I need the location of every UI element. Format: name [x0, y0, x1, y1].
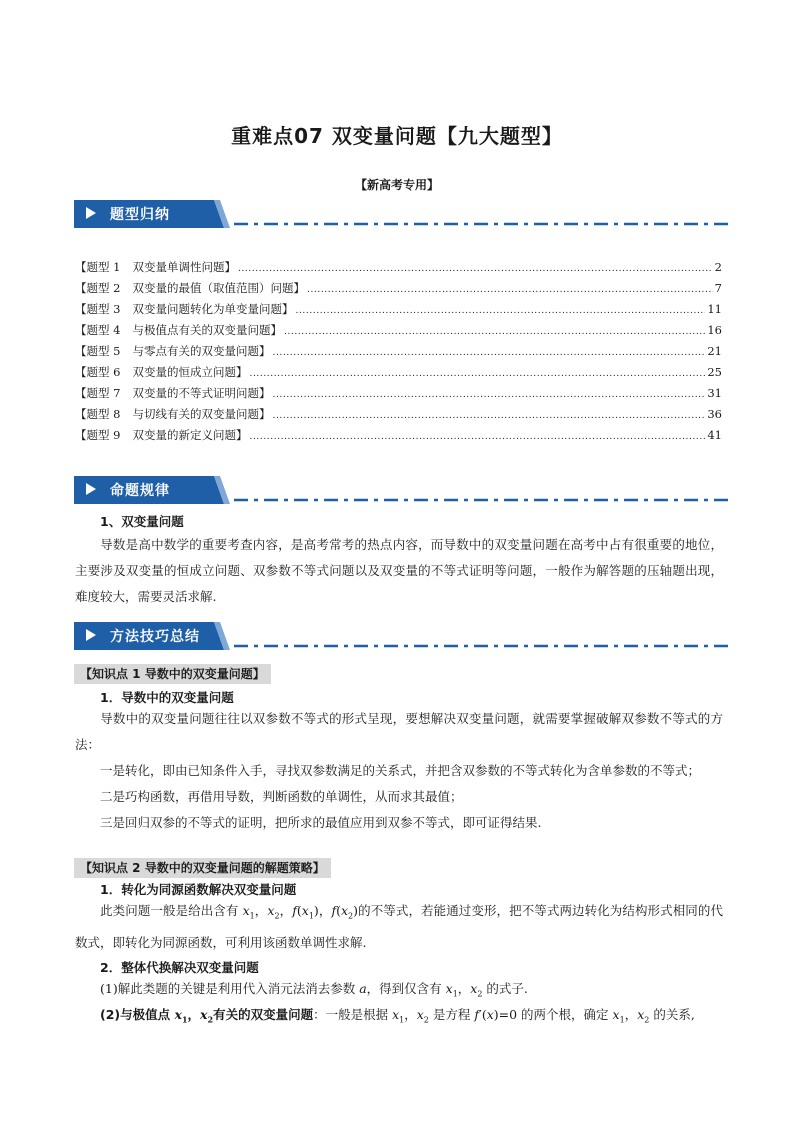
- play-arrow-icon: [86, 483, 96, 495]
- toc-item[interactable]: [75, 385, 722, 406]
- toc-item-title: 双变量的最值（取值范围）问题】: [132, 281, 305, 295]
- paragraph-text: 是方程: [428, 1007, 475, 1022]
- paragraph-text: ，得到仅含有: [366, 981, 446, 996]
- kp1-body: [75, 706, 723, 836]
- toc-item-page: 36: [707, 407, 722, 421]
- toc-item[interactable]: [75, 364, 722, 385]
- toc-leader: [272, 386, 705, 400]
- toc-item-title: 双变量的不等式证明问题】: [132, 386, 271, 400]
- paragraph-text: 三是回归双参的不等式的证明，把所求的最值应用到双参不等式，即可证得结果.: [100, 815, 542, 830]
- paragraph: [75, 810, 723, 836]
- banner-graphic: [74, 476, 734, 504]
- section-banner-methods: [74, 622, 734, 650]
- kp2-paragraph-1: 此类问题一般是给出含有 $x_1$，$x_2$，$f(x_1)$，$f(x_2)$的不等式，若能通过变形，把不等式两边转化为结构形式相同的代数式，即转化为同源函数，可利用该函数单调性求解.: [75, 903, 723, 950]
- toc-item[interactable]: [75, 343, 722, 364]
- paragraph-text: ：一般是根据: [313, 1007, 393, 1022]
- toc-leader: [249, 365, 705, 379]
- toc-leader: [249, 428, 705, 442]
- paragraph-text: 的式子.: [482, 981, 528, 996]
- page-subtitle: 【新高考专用】: [354, 178, 439, 192]
- variable-a: a: [359, 981, 367, 996]
- banner-label: 命题规律: [110, 483, 170, 499]
- toc-item-type: 【题型 6: [75, 365, 121, 379]
- rules-paragraph: [75, 532, 723, 610]
- play-arrow-icon: [86, 207, 96, 219]
- toc-item-page: 16: [707, 323, 722, 337]
- paragraph-text: 的关系,: [649, 1007, 695, 1022]
- toc-item[interactable]: [75, 427, 722, 448]
- toc-item-type: 【题型 8: [75, 407, 121, 421]
- toc-item-title: 与零点有关的双变量问题】: [132, 344, 271, 358]
- toc-leader: [307, 281, 713, 295]
- section-heading: 1．转化为同源函数解决双变量问题: [100, 882, 297, 897]
- paragraph: [75, 784, 723, 810]
- toc-item-type: 【题型 5: [75, 344, 121, 358]
- section-heading: 1、双变量问题: [100, 514, 184, 529]
- toc-item-title: 双变量单调性问题】: [132, 260, 236, 274]
- paragraph-text: (2)与极值点: [100, 1007, 175, 1022]
- banner-label: 方法技巧总结: [110, 629, 200, 645]
- paragraph-text: 二是巧构函数，再借用导数，判断函数的单调性，从而求其最值；: [100, 789, 463, 804]
- banner-graphic: [74, 200, 734, 228]
- toc-item[interactable]: [75, 280, 722, 301]
- toc-leader: [295, 302, 705, 316]
- kp2-paragraph-2: (1)解此类题的关键是利用代入消元法消去参数 a，得到仅含有 $x_1$，$x_2$ 的式子.: [100, 981, 528, 999]
- toc-item-title: 与极值点有关的双变量问题】: [132, 323, 282, 337]
- toc-item-type: 【题型 2: [75, 281, 121, 295]
- paragraph-text: 的不等式，若能通过变形，把不等式两边转化为结构形式相同的代数式，即转化为同源函数，可利用该函数单调性求解.: [75, 903, 723, 950]
- toc-item-page: 41: [707, 428, 722, 442]
- toc-item[interactable]: [75, 322, 722, 343]
- toc-leader: [272, 344, 705, 358]
- section-heading: 2．整体代换解决双变量问题: [100, 960, 259, 975]
- toc-item-page: 11: [707, 302, 722, 316]
- paragraph-text: 导数是高中数学的重要考查内容，是高考常考的热点内容，而导数中的双变量问题在高考中占有很重要的地位，主要涉及双变量的恒成立问题、双参数不等式问题以及双变量的不等式证明等问题，一般作为解答题的压轴题出现，难度较大，需要灵活求解.: [75, 537, 723, 604]
- knowledge-point-label: 【知识点 1 导数中的双变量问题】: [74, 664, 271, 684]
- toc-item-title: 与切线有关的双变量问题】: [132, 407, 271, 421]
- section-banner-toc: [74, 200, 734, 228]
- toc-item-type: 【题型 4: [75, 323, 121, 337]
- toc-leader: [238, 260, 713, 274]
- toc-item-page: 7: [714, 281, 722, 295]
- toc-item[interactable]: [75, 259, 722, 280]
- paragraph-text: 一是转化，即由已知条件入手，寻找双参数满足的关系式，并把含双参数的不等式转化为含单参数的不等式；: [100, 763, 701, 778]
- paragraph-text: (1)解此类题的关键是利用代入消元法消去参数: [100, 981, 360, 996]
- toc-item-page: 25: [707, 365, 722, 379]
- paragraph-text: 有关的双变量问题: [213, 1007, 314, 1022]
- toc-leader: [272, 407, 705, 421]
- paragraph-text: 此类问题一般是给出含有: [100, 903, 243, 918]
- paragraph-text: 导数中的双变量问题往往以双参数不等式的形式呈现，要想解决双变量问题，就需要掌握破解双参数不等式的方法：: [75, 711, 723, 752]
- knowledge-point-label: 【知识点 2 导数中的双变量问题的解题策略】: [74, 858, 331, 878]
- toc-item-title: 双变量问题转化为单变量问题】: [132, 302, 294, 316]
- paragraph: [75, 758, 723, 784]
- toc-item-type: 【题型 1: [75, 260, 121, 274]
- toc-item-type: 【题型 3: [75, 302, 121, 316]
- toc-item-title: 双变量的恒成立问题】: [132, 365, 248, 379]
- paragraph-text: =0 的两个根，确定: [498, 1007, 613, 1022]
- toc-item[interactable]: [75, 406, 722, 427]
- play-arrow-icon: [86, 629, 96, 641]
- page-title: 重难点07 双变量问题【九大题型】: [231, 124, 563, 148]
- section-heading: 1．导数中的双变量问题: [100, 690, 234, 705]
- toc-item-page: 21: [707, 344, 722, 358]
- toc-item-title: 双变量的新定义问题】: [132, 428, 248, 442]
- toc-leader: [284, 323, 705, 337]
- table-of-contents: [75, 259, 722, 448]
- toc-item-type: 【题型 9: [75, 428, 121, 442]
- toc-item-page: 31: [707, 386, 722, 400]
- toc-item-page: 2: [714, 260, 722, 274]
- paragraph: [75, 706, 723, 758]
- toc-item[interactable]: [75, 301, 722, 322]
- kp2-paragraph-3: (2)与极值点 $x_1$，$x_2$有关的双变量问题：一般是根据 $x_1$，$x_2$ 是方程 f′(x)=0 的两个根，确定 $x_1$，$x_2$ 的关系,: [100, 1007, 695, 1025]
- toc-item-type: 【题型 7: [75, 386, 121, 400]
- section-banner-rules: [74, 476, 734, 504]
- banner-label: 题型归纳: [110, 207, 170, 223]
